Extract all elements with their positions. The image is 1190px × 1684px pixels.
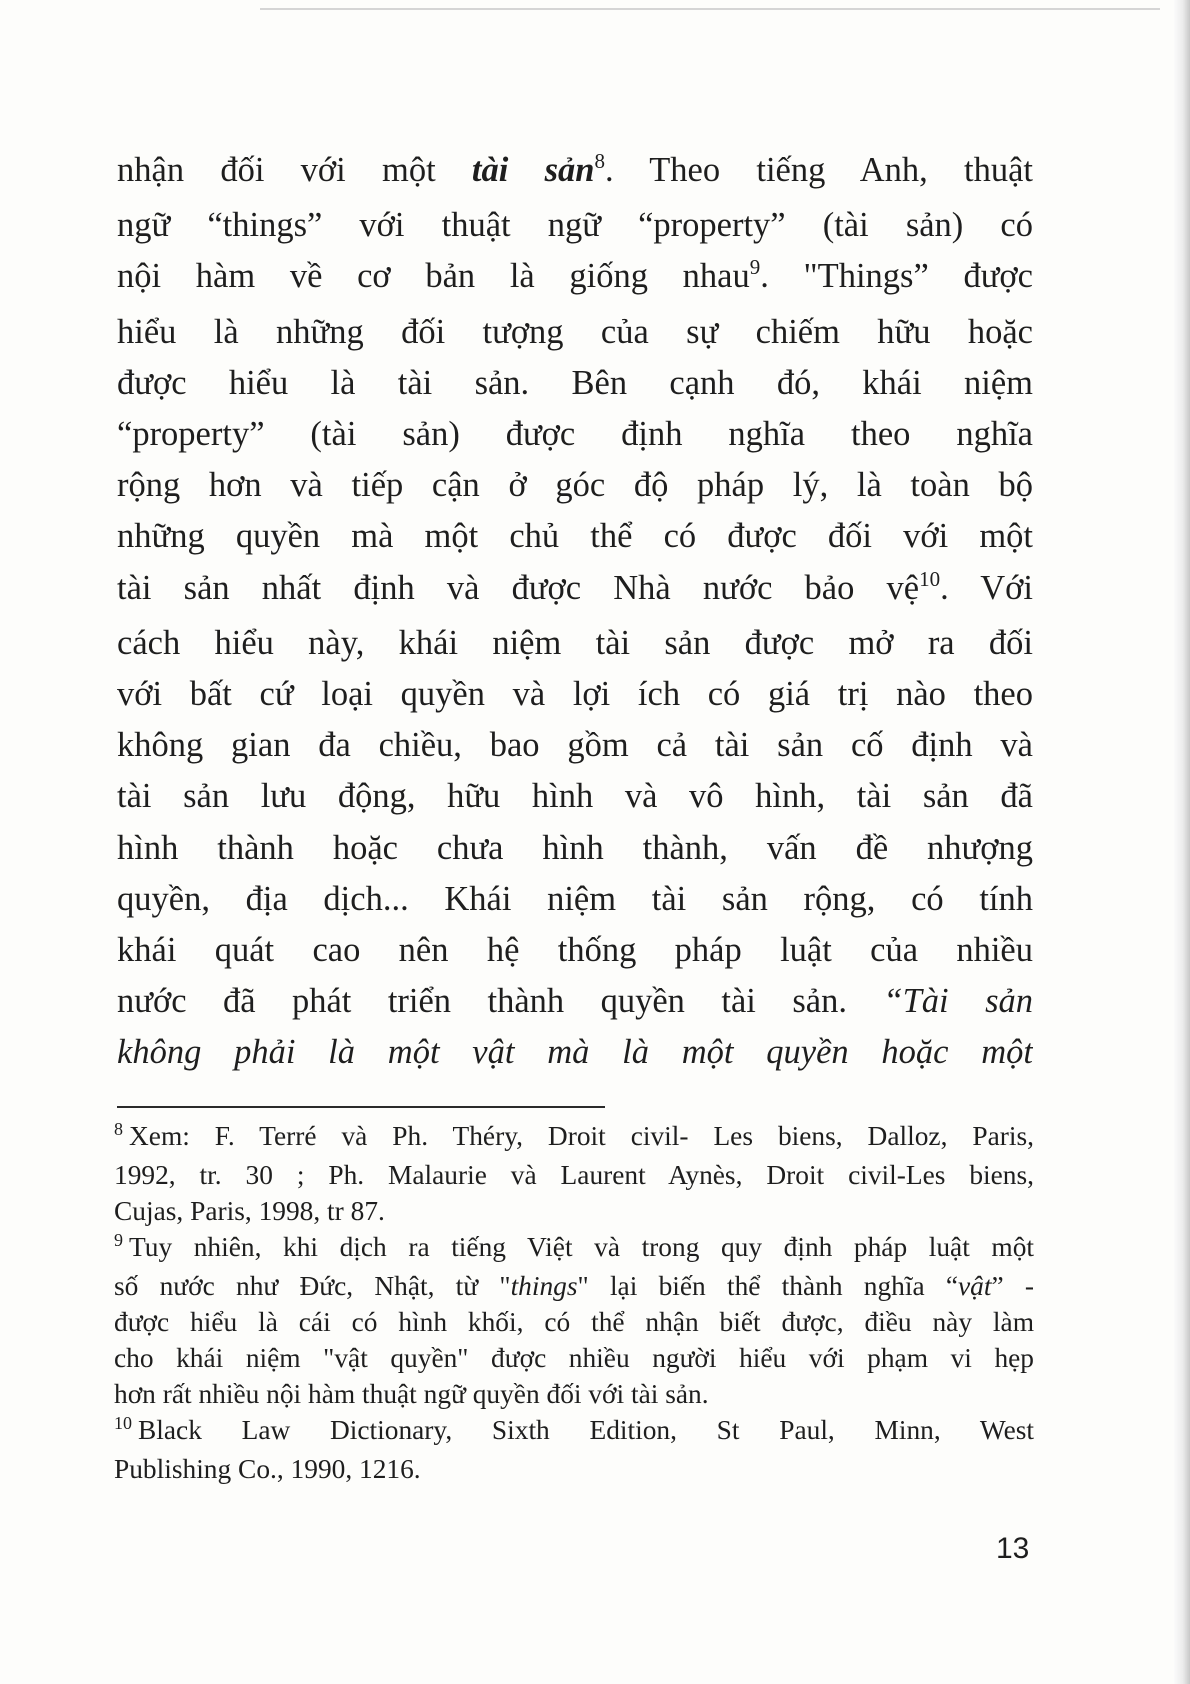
text-run: . "Things” được — [760, 257, 1033, 296]
footnote-marker: 9 — [114, 1230, 123, 1250]
footnote-line — [114, 1376, 1034, 1412]
text-run: Tuy nhiên, khi dịch ra tiếng Việt và trong quy định pháp luật một — [129, 1232, 1034, 1262]
footnote-line — [114, 1412, 1034, 1451]
body-line — [117, 874, 1033, 925]
footnote-line — [114, 1157, 1034, 1193]
text-run: tài sản lưu động, hữu hình và vô hình, tài sản đã — [117, 777, 1033, 816]
body-line — [117, 307, 1033, 358]
text-run: những quyền mà một chủ thể có được đối với một — [117, 517, 1033, 556]
footnote-separator — [117, 1106, 605, 1108]
text-run: được hiểu là cái có hình khối, có thể nhận biết được, điều này làm — [114, 1307, 1034, 1337]
page-right-edge — [1174, 0, 1190, 1684]
footnote-marker: 10 — [114, 1413, 132, 1433]
text-run: . Theo tiếng Anh, thuật — [604, 151, 1033, 189]
text-run: " lại biến thể thành nghĩa “ — [577, 1271, 958, 1301]
body-line — [117, 409, 1033, 460]
text-run: nhận đối với một — [117, 151, 472, 189]
body-paragraph — [117, 145, 1033, 1079]
text-run: Xem: F. Terré và Ph. Théry, Droit civil- Les biens, Dalloz, Paris, — [129, 1121, 1034, 1151]
text-run: hơn rất nhiều nội hàm thuật ngữ quyền đối với tài sản. — [114, 1379, 709, 1409]
footnote-line — [114, 1268, 1034, 1304]
footnote-line — [114, 1229, 1034, 1268]
footnote-reference[interactable]: 9 — [749, 255, 761, 280]
text-run: ngữ “things” với thuật ngữ “property” (tài sản) có — [117, 206, 1033, 245]
body-line — [117, 145, 1033, 200]
body-line — [117, 976, 1033, 1027]
footnote-line — [114, 1193, 1034, 1229]
text-run: “property” (tài sản) được định nghĩa theo nghĩa — [117, 415, 1033, 454]
text-run: được hiểu là tài sản. Bên cạnh đó, khái niệm — [117, 363, 1033, 402]
footnote-8 — [114, 1118, 1034, 1229]
body-line — [117, 511, 1033, 562]
page-number: 13 — [996, 1532, 1030, 1565]
body-line — [117, 563, 1033, 618]
text-run: ” - — [991, 1271, 1034, 1301]
text-run: . Với — [940, 568, 1033, 607]
footnote-reference[interactable]: 10 — [919, 566, 941, 591]
text-run: Cujas, Paris, 1998, tr 87. — [114, 1196, 385, 1226]
footnote-line — [114, 1451, 1034, 1487]
footnote-10 — [114, 1412, 1034, 1487]
body-line — [117, 618, 1033, 669]
body-line — [117, 771, 1033, 822]
footnote-line — [114, 1304, 1034, 1340]
body-line — [117, 925, 1033, 976]
text-run: hiểu là những đối tượng của sự chiếm hữu hoặc — [117, 312, 1033, 351]
body-line — [117, 200, 1033, 251]
emphasized-text: things — [510, 1271, 578, 1301]
text-run: cho khái niệm "vật quyền" được nhiều người hiểu với phạm vi hẹp — [114, 1343, 1034, 1373]
footnote-line — [114, 1340, 1034, 1376]
body-line — [117, 823, 1033, 874]
body-line — [117, 669, 1033, 720]
footnote-line — [114, 1118, 1034, 1157]
text-run: quyền, địa dịch... Khái niệm tài sản rộng, có tính — [117, 879, 1033, 918]
body-line — [117, 720, 1033, 771]
text-run: khái quát cao nên hệ thống pháp luật của nhiều — [117, 931, 1033, 970]
body-line — [117, 1027, 1033, 1078]
text-run: tài sản nhất định và được Nhà nước bảo vệ — [117, 568, 920, 607]
text-run: cách hiểu này, khái niệm tài sản được mở ra đối — [117, 623, 1033, 662]
emphasized-text: tài sản — [471, 151, 595, 189]
body-line — [117, 251, 1033, 306]
text-run: 1992, tr. 30 ; Ph. Malaurie và Laurent Aynès, Droit civil-Les biens, — [114, 1160, 1034, 1190]
text-run: nội hàm về cơ bản là giống nhau — [117, 257, 750, 296]
footnote-reference[interactable]: 8 — [594, 149, 605, 173]
body-line — [117, 358, 1033, 409]
text-run: số nước như Đức, Nhật, từ " — [114, 1271, 511, 1301]
emphasized-text: không phải là một vật mà là một quyền hoặc một — [117, 1033, 1033, 1072]
text-run: Publishing Co., 1990, 1216. — [114, 1454, 421, 1484]
body-line — [117, 460, 1033, 511]
footnotes — [114, 1118, 1034, 1487]
text-run: với bất cứ loại quyền và lợi ích có giá trị nào theo — [117, 675, 1033, 714]
emphasized-text: “Tài sản — [883, 982, 1033, 1021]
text-run: Black Law Dictionary, Sixth Edition, St Paul, Minn, West — [138, 1415, 1034, 1445]
text-run: không gian đa chiều, bao gồm cả tài sản cố định và — [117, 726, 1033, 765]
text-run: nước đã phát triển thành quyền tài sản. — [117, 982, 884, 1021]
page-top-edge — [260, 8, 1160, 10]
footnote-marker: 8 — [114, 1119, 123, 1139]
text-run: hình thành hoặc chưa hình thành, vấn đề nhượng — [117, 828, 1033, 867]
text-run: rộng hơn và tiếp cận ở góc độ pháp lý, là toàn bộ — [117, 466, 1033, 505]
footnote-9 — [114, 1229, 1034, 1412]
emphasized-text: vật — [958, 1271, 992, 1301]
